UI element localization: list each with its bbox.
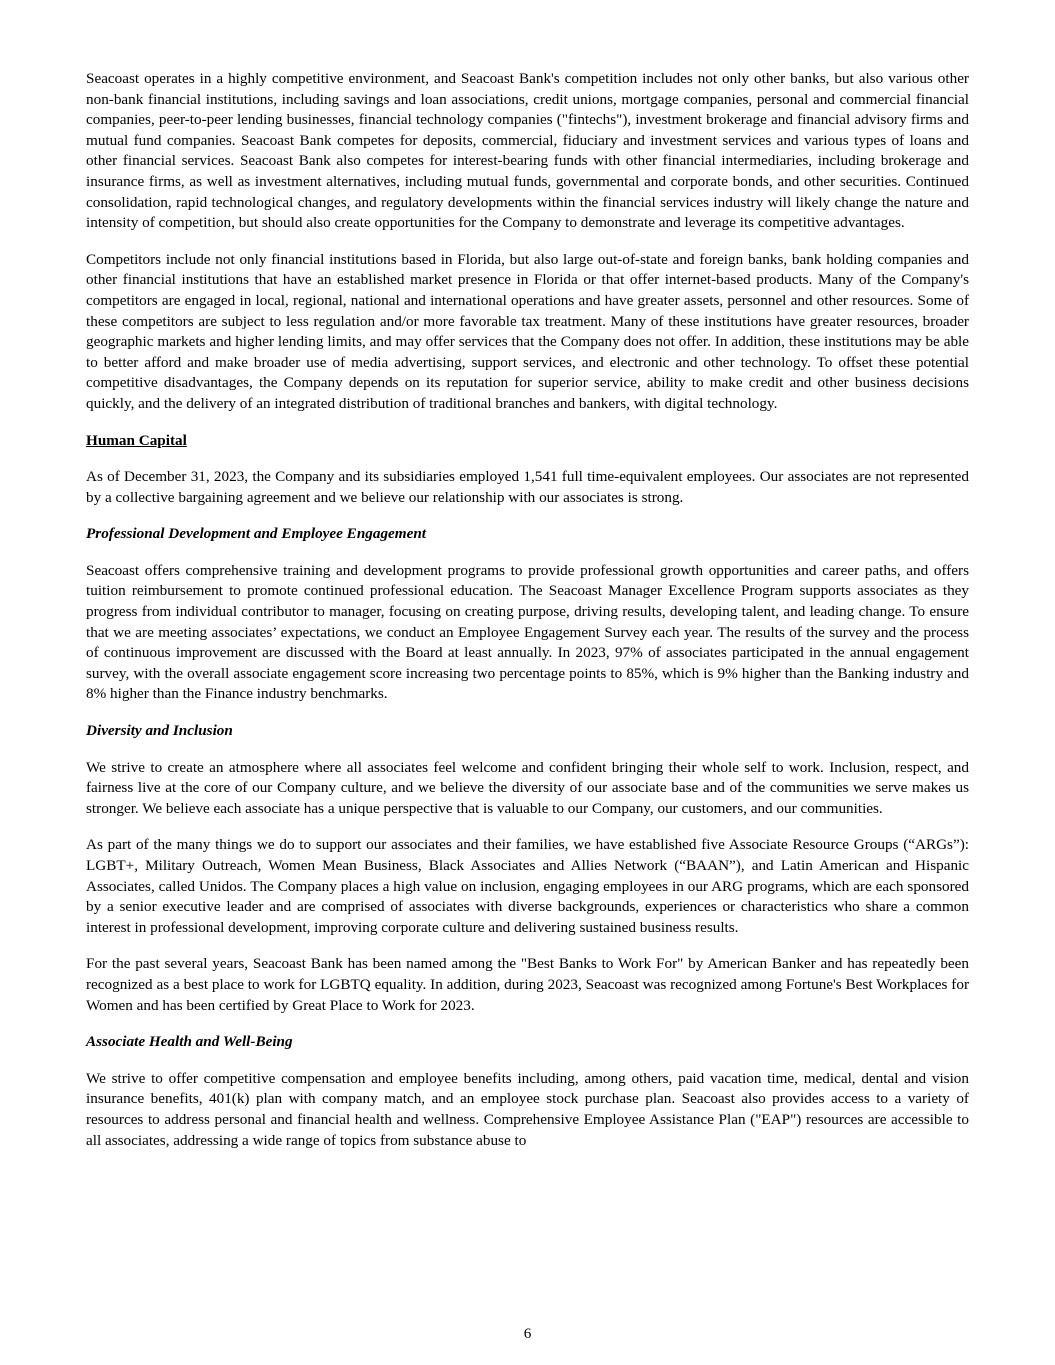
competition-paragraph-2: Competitors include not only financial institutions based in Florida, but also large out-of-state and foreign banks, bank holding companies and other financial institutions that have an established market presence in Florida or that offer internet-based products. Many of the Company's competitors are engaged in local, regional, national and international operations and have greater assets, personnel and other resources. Some of these competitors are subject to less regulation and/or more favorable tax treatment. Many of these institutions have greater resources, broader geographic markets and higher lending limits, and may offer services that the Company does not offer. In addition, these institutions may be able to better afford and make broader use of media advertising, support services, and electronic and other technology. To offset these potential competitive disadvantages, the Company depends on its reputation for superior service, ability to make credit and other business decisions quickly, and the delivery of an integrated distribution of traditional branches and bankers, with digital technology. — [86, 250, 969, 412]
diversity-paragraph-3: For the past several years, Seacoast Bank has been named among the "Best Banks to Work For" by American Banker and has repeatedly been recognized as a best place to work for LGBTQ equality. In addition, during 2023, Seacoast was recognized among Fortune's Best Workplaces for Women and has been certified by Great Place to Work for 2023. — [86, 955, 969, 1014]
diversity-inclusion-heading: Diversity and Inclusion — [86, 722, 233, 740]
associate-health-heading: Associate Health and Well-Being — [86, 1033, 293, 1051]
professional-development-heading: Professional Development and Employee Engagement — [86, 525, 427, 543]
diversity-paragraph-1: We strive to create an atmosphere where all associates feel welcome and confident bringing their whole self to work. Inclusion, respect, and fairness live at the core of our Company culture, and we believe the diversity of our associate base and of the communities we serve makes us stronger. We believe each associate has a unique perspective that is valuable to our Company, our customers, and our communities. — [86, 758, 969, 817]
associate-health-paragraph: We strive to offer competitive compensation and employee benefits including, among others, paid vacation time, medical, dental and vision insurance benefits, 401(k) plan with company match, and an employee stock purchase plan. Seacoast also provides access to a variety of resources to address personal and financial health and wellness. Comprehensive Employee Assistance Plan ("EAP") resources are accessible to all associates, addressing a wide range of topics from substance abuse to — [86, 1069, 969, 1149]
professional-development-paragraph: Seacoast offers comprehensive training and development programs to provide professional growth opportunities and career paths, and offers tuition reimbursement to promote continued professional education. The Seacoast Manager Excellence Program supports associates as they progress from individual contributor to manager, focusing on creating purpose, driving results, developing talent, and leading change. To ensure that we are meeting associates’ expectations, we conduct an Employee Engagement Survey each year. The results of the survey and the process of continuous improvement are discussed with the Board at least annually. In 2023, 97% of associates participated in the annual engagement survey, with the overall associate engagement score increasing two percentage points to 85%, which is 9% higher than the Banking industry and 8% higher than the Finance industry benchmarks. — [86, 561, 969, 703]
competition-paragraph-1: Seacoast operates in a highly competitive environment, and Seacoast Bank's competition includes not only other banks, but also various other non-bank financial institutions, including savings and loan associations, credit unions, mortgage companies, personal and commercial financial companies, peer-to-peer lending businesses, financial technology companies ("fintechs"), investment brokerage and financial advisory firms and mutual fund companies. Seacoast Bank competes for deposits, commercial, fiduciary and investment services and various types of loans and other financial services. Seacoast Bank also competes for interest-bearing funds with other financial intermediaries, including brokerage and insurance firms, as well as investment alternatives, including mutual funds, governmental and corporate bonds, and other securities. Continued consolidation, rapid technological changes, and regulatory developments within the financial services industry will likely change the nature and intensity of competition, but should also create opportunities for the Company to demonstrate and leverage its competitive advantages. — [86, 70, 969, 232]
page-number: 6 — [523, 1325, 532, 1342]
document-page — [86, 69, 969, 1167]
human-capital-heading: Human Capital — [86, 431, 187, 449]
human-capital-paragraph: As of December 31, 2023, the Company and its subsidiaries employed 1,541 full time-equivalent employees. Our associates are not represented by a collective bargaining agreement and we believe our relationship with our associates is strong. — [86, 468, 969, 506]
diversity-paragraph-2: As part of the many things we do to support our associates and their families, we have established five Associate Resource Groups (“ARGs”): LGBT+, Military Outreach, Women Mean Business, Black Associates and Allies Network (“BAAN”), and Latin American and Hispanic Associates, called Unidos. The Company places a high value on inclusion, engaging employees in our ARG programs, which are each sponsored by a senior executive leader and are comprised of associates with diverse backgrounds, experiences or characteristics who share a common interest in professional development, improving corporate culture and delivering sustained business results. — [86, 836, 969, 936]
